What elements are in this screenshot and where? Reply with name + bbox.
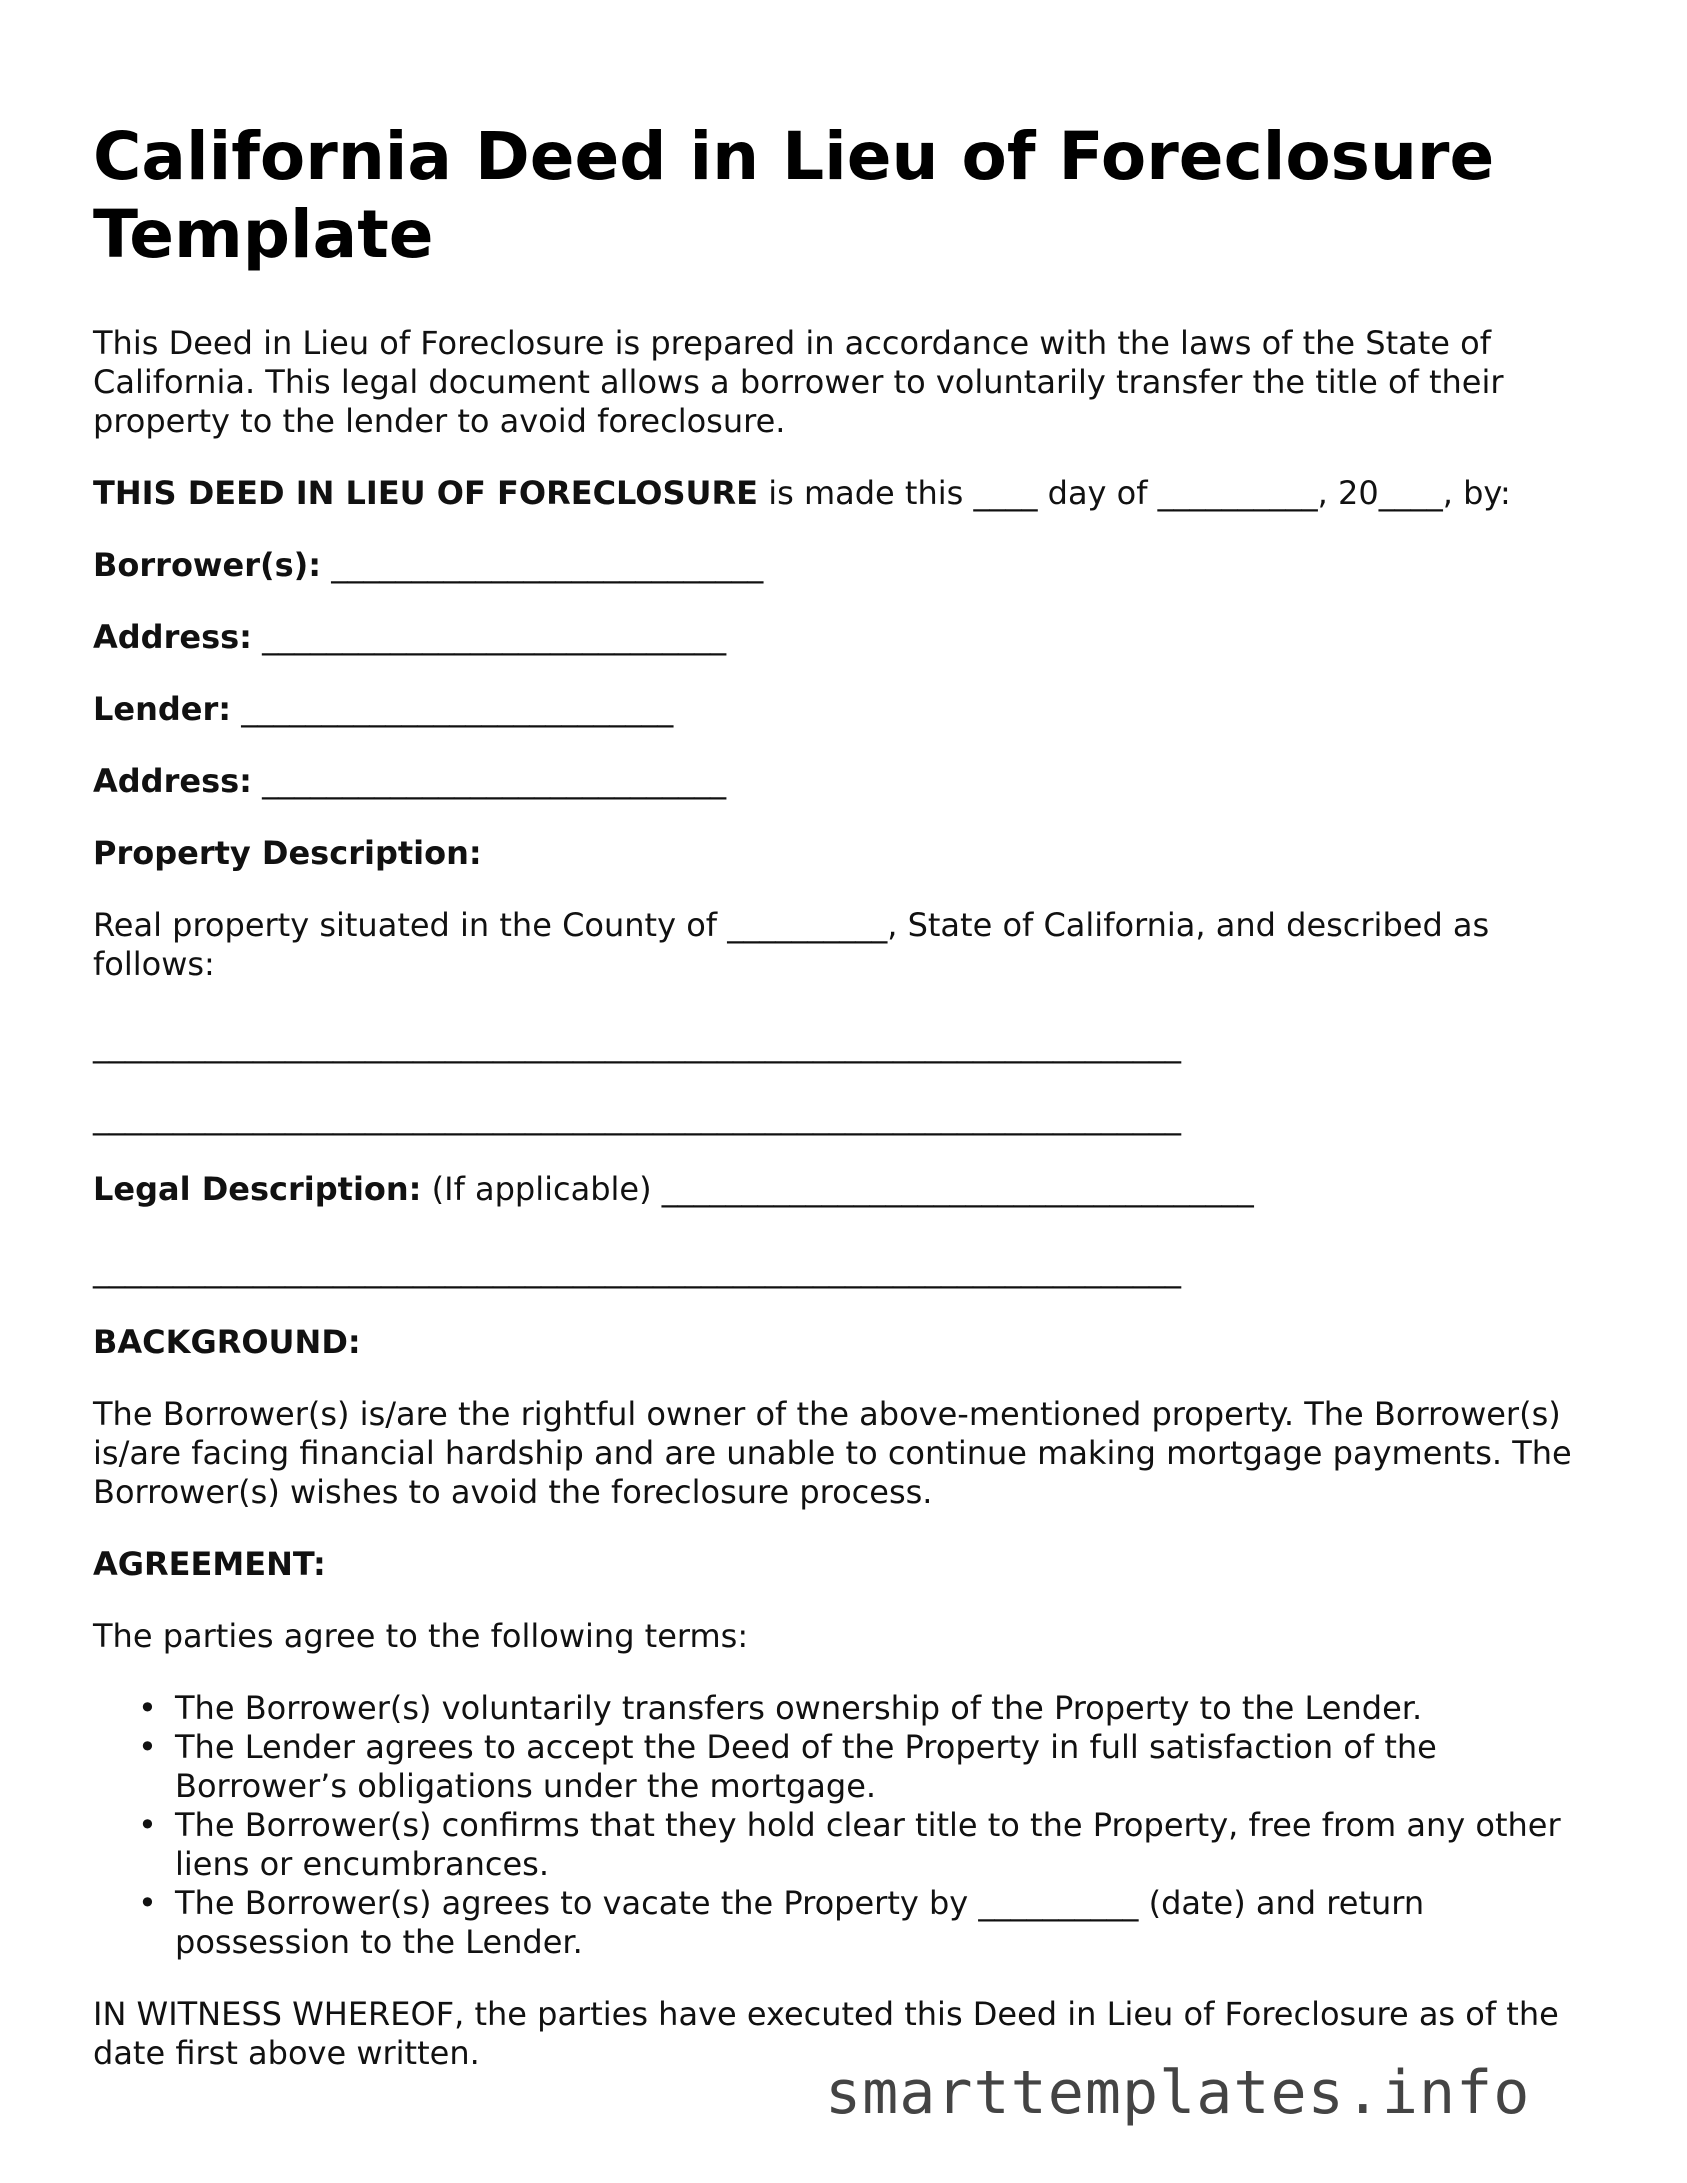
lender-blank: ___________________________ [231,690,674,728]
lender-address-blank: _____________________________ [251,762,727,800]
made-line-rest: is made this ____ day of __________, 20____, by: [758,474,1511,512]
property-blank-line-1: ____________________________________________________________________ [93,1026,1181,1064]
list-item-text: The Borrower(s) voluntarily transfers ownership of the Property to the Lender. [175,1689,1423,1727]
lender-address-line [93,762,1593,801]
document-title: California Deed in Lieu of Foreclosure Template [93,118,1495,273]
watermark: smarttemplates.info [825,2058,1531,2128]
list-item [93,1728,1593,1806]
list-item-text: The Borrower(s) confirms that they hold clear title to the Property, free from any other liens or encumbrances. [175,1806,1561,1883]
bullet-icon: • [138,1728,157,1766]
intro-paragraph: This Deed in Lieu of Foreclosure is prepared in accordance with the laws of the State of California. This legal document allows a borrower to voluntarily transfer the title of their property to the lender to avoid foreclosure. [93,324,1504,440]
borrower-line [93,546,1593,585]
lender-line [93,690,1593,729]
legal-description-line [93,1170,1593,1209]
agreement-intro: The parties agree to the following terms: [93,1617,749,1655]
background-text: The Borrower(s) is/are the rightful owner of the above-mentioned property. The Borrower(s) is/are facing financial hardship and are unable to continue making mortgage payments. The Borrower(s) wishes to avoid the foreclosure process. [93,1395,1572,1511]
borrower-label: Borrower(s): [93,546,322,584]
bullet-icon: • [138,1806,157,1844]
document [93,118,1593,2073]
made-line-bold: THIS DEED IN LIEU OF FORECLOSURE [93,474,759,512]
bullet-icon: • [138,1689,157,1727]
borrower-address-label: Address: [93,618,252,656]
list-item [93,1806,1593,1884]
legal-blank-line: ____________________________________________________________________ [93,1251,1181,1289]
background-heading: BACKGROUND: [93,1323,361,1361]
bullet-icon: • [138,1884,157,1922]
borrower-address-blank: _____________________________ [251,618,727,656]
property-text: Real property situated in the County of __________, State of California, and described as follows: [93,906,1490,983]
agreement-heading: AGREEMENT: [93,1545,326,1583]
lender-label: Lender: [93,690,232,728]
borrower-address-line [93,618,1593,657]
list-item [93,1689,1593,1728]
property-heading: Property Description: [93,834,482,872]
property-blank-line-2: ____________________________________________________________________ [93,1098,1181,1136]
list-item-text: The Lender agrees to accept the Deed of the Property in full satisfaction of the Borrower’s obligations under the mortgage. [175,1728,1437,1805]
witness-paragraph: IN WITNESS WHEREOF, the parties have executed this Deed in Lieu of Foreclosure as of the date first above written. [93,1995,1559,2072]
list-item-text: The Borrower(s) agrees to vacate the Property by __________ (date) and return possession to the Lender. [175,1884,1425,1961]
borrower-blank: ___________________________ [321,546,764,584]
lender-address-label: Address: [93,762,252,800]
agreement-terms-list [93,1689,1593,1962]
legal-description-label: Legal Description: [93,1170,422,1208]
legal-description-note: (If applicable) _____________________________________ [421,1170,1254,1208]
list-item [93,1884,1593,1962]
made-line [93,474,1593,513]
